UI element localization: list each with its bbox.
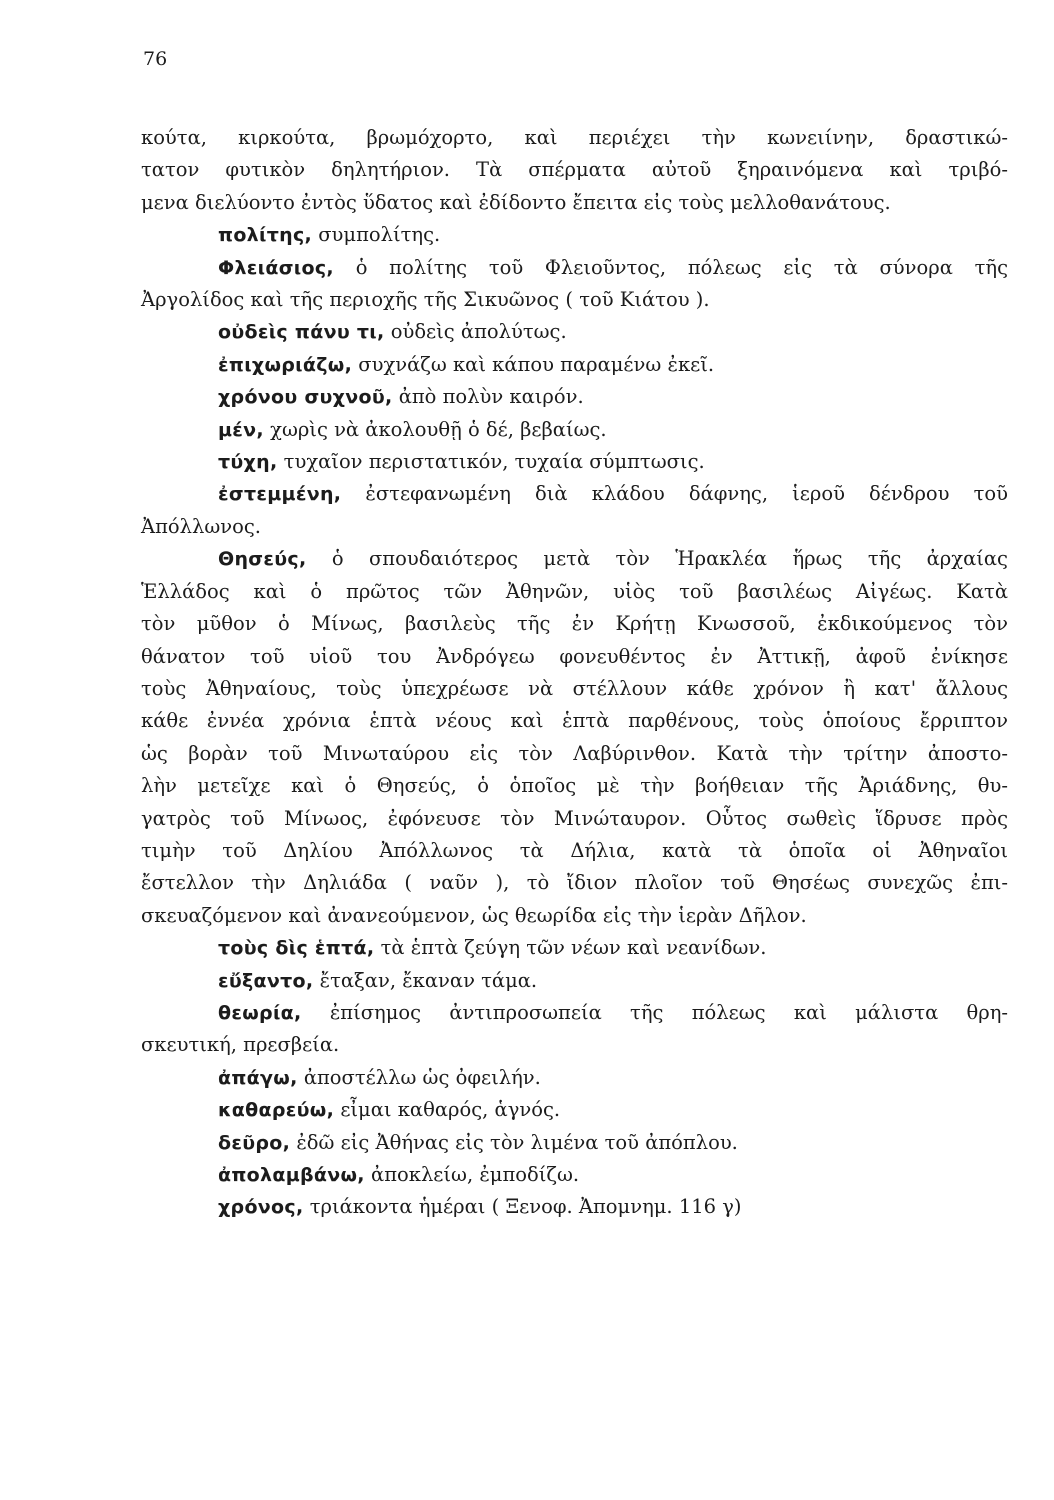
entry-definition: ἀποκλείω, ἐμποδίζω. bbox=[371, 1163, 580, 1186]
glossary-entry bbox=[218, 1062, 1008, 1094]
entry-term: ἀπολαμβάνω, bbox=[218, 1164, 365, 1186]
entry-definition: ὁ πολίτης τοῦ Φλειοῦντος, πόλεως εἰς τὰ σύνορα τῆς bbox=[355, 255, 1008, 279]
entry-continuation-line: κάθε ἐννέα χρόνια ἑπτὰ νέους καὶ ἑπτὰ παρθένους, τοὺς ὁποίους ἔρριπτον bbox=[141, 709, 1008, 733]
glossary-entry bbox=[218, 1159, 1008, 1191]
glossary-entry bbox=[218, 1127, 1008, 1159]
entry-term: πολίτης, bbox=[218, 224, 313, 247]
glossary-content bbox=[141, 122, 1008, 1224]
glossary-entry bbox=[141, 543, 1008, 932]
entry-continuation-line: σκευτική, πρεσβεία. bbox=[141, 1033, 340, 1057]
entry-continuation-line: σκευαζόμενον καὶ ἀνανεούμενον, ὡς θεωρίδα εἰς τὴν ἱερὰν Δῆλον. bbox=[141, 903, 807, 927]
glossary-entry bbox=[218, 446, 1008, 478]
entry-definition: τὰ ἑπτὰ ζεύγη τῶν νέων καὶ νεανίδων. bbox=[380, 936, 767, 960]
entry-term: μέν, bbox=[218, 418, 264, 441]
glossary-entry bbox=[141, 252, 1008, 317]
entry-continuation-line: θάνατον τοῦ υἱοῦ του Ἀνδρόγεω φονευθέντος ἐν Ἀττικῇ, ἀφοῦ ἐνίκησε bbox=[141, 644, 1008, 668]
entry-continuation-line: Ἀπόλλωνος. bbox=[141, 514, 261, 538]
entry-first-line bbox=[218, 381, 1008, 413]
page-number: 76 bbox=[143, 48, 168, 70]
entry-definition: ἐστεφανωμένη διὰ κλάδου δάφνης, ἱεροῦ δένδρου τοῦ bbox=[365, 482, 1008, 506]
entry-first-line bbox=[218, 446, 1008, 478]
entry-first-line bbox=[218, 1159, 1008, 1191]
entry-term: χρόνος, bbox=[218, 1196, 304, 1219]
entry-first-line bbox=[218, 1191, 1008, 1223]
entry-term: ἀπάγω, bbox=[218, 1066, 298, 1089]
entry-definition: ἐπίσημος ἀντιπροσωπεία τῆς πόλεως καὶ μάλιστα θρη- bbox=[329, 1000, 1008, 1024]
text-line: μενα διελύοντο ἐντὸς ὕδατος καὶ ἐδίδοντο ἔπειτα εἰς τοὺς μελλοθανάτους. bbox=[141, 190, 891, 214]
entry-first-line bbox=[218, 1094, 1008, 1126]
entry-first-line bbox=[218, 349, 1008, 381]
entry-first-line bbox=[218, 1062, 1008, 1094]
entry-continuation-line: τοὺς Ἀθηναίους, τοὺς ὑπεχρέωσε νὰ στέλλουν κάθε χρόνον ἢ κατ' ἄλλους bbox=[141, 676, 1008, 700]
intro-paragraph bbox=[141, 122, 1008, 219]
glossary-entry bbox=[218, 932, 1008, 964]
entry-term: δεῦρο, bbox=[218, 1131, 291, 1154]
glossary-entry bbox=[218, 316, 1008, 348]
entry-definition: συχνάζω καὶ κάπου παραμένω ἐκεῖ. bbox=[358, 352, 715, 376]
entry-definition: χωρὶς νὰ ἀκολουθῇ ὁ δέ, βεβαίως. bbox=[270, 417, 607, 441]
entry-first-line bbox=[218, 414, 1008, 446]
entry-continuation-line: γατρὸς τοῦ Μίνωος, ἐφόνευσε τὸν Μινώταυρον. Οὗτος σωθεὶς ἵδρυσε πρὸς bbox=[141, 806, 1008, 830]
entry-definition: ἀποστέλλω ὡς ὀφειλήν. bbox=[303, 1065, 541, 1089]
glossary-entry bbox=[141, 997, 1008, 1062]
entry-term: καθαρεύω, bbox=[218, 1099, 335, 1122]
entry-term: χρόνου συχνοῦ, bbox=[218, 386, 393, 409]
entry-first-line bbox=[218, 932, 1008, 964]
entry-term: Θησεύς, bbox=[218, 548, 307, 571]
glossary-entry bbox=[218, 219, 1008, 251]
entry-first-line bbox=[218, 252, 1008, 284]
glossary-entry bbox=[218, 414, 1008, 446]
text-line: τατον φυτικὸν δηλητήριον. Τὰ σπέρματα αὐτοῦ ξηραινόμενα καὶ τριβό- bbox=[141, 158, 1008, 182]
entry-definition: τυχαῖον περιστατικόν, τυχαία σύμπτωσις. bbox=[283, 450, 705, 474]
entry-definition: συμπολίτης. bbox=[318, 223, 441, 247]
entry-definition: ἀπὸ πολὺν καιρόν. bbox=[398, 385, 584, 409]
entry-term: ἐπιχωριάζω, bbox=[218, 353, 353, 376]
entry-term: εὔξαντο, bbox=[218, 969, 314, 992]
glossary-entry bbox=[218, 1094, 1008, 1126]
glossary-entries bbox=[141, 219, 1008, 1224]
glossary-entry bbox=[141, 478, 1008, 543]
entry-term: τοὺς δὶς ἑπτά, bbox=[218, 937, 375, 960]
entry-term: τύχη, bbox=[218, 451, 278, 474]
entry-first-line bbox=[218, 997, 1008, 1029]
entry-first-line bbox=[218, 543, 1008, 575]
glossary-entry bbox=[218, 1191, 1008, 1223]
glossary-entry bbox=[218, 381, 1008, 413]
entry-definition: οὐδεὶς ἀπολύτως. bbox=[390, 320, 567, 344]
text-line: κούτα, κιρκούτα, βρωμόχορτο, καὶ περιέχει τὴν κωνειίνην, δραστικώ- bbox=[141, 126, 1008, 149]
entry-continuation-line: ἔστελλον τὴν Δηλιάδα ( ναῦν ), τὸ ἴδιον πλοῖον τοῦ Θησέως συνεχῶς ἐπι- bbox=[141, 871, 1008, 895]
entry-definition: ὁ σπουδαιότερος μετὰ τὸν Ἡρακλέα ἥρως τῆς ἀρχαίας bbox=[331, 547, 1008, 571]
entry-definition: τριάκοντα ἡμέραι ( Ξενοφ. Ἀπομνημ. 116 γ) bbox=[309, 1195, 742, 1219]
entry-continuation-line: λὴν μετεῖχε καὶ ὁ Θησεύς, ὁ ὁποῖος μὲ τὴν βοήθειαν τῆς Ἀριάδνης, θυ- bbox=[141, 774, 1008, 798]
entry-definition: εἶμαι καθαρός, ἁγνός. bbox=[340, 1098, 561, 1122]
glossary-entry bbox=[218, 349, 1008, 381]
entry-term: Φλειάσιος, bbox=[218, 256, 334, 279]
entry-first-line bbox=[218, 1127, 1008, 1159]
entry-definition: ἔταξαν, ἔκαναν τάμα. bbox=[319, 968, 538, 992]
entry-term: οὐδεὶς πάνυ τι, bbox=[218, 321, 385, 344]
entry-first-line bbox=[218, 219, 1008, 251]
entry-first-line bbox=[218, 478, 1008, 510]
entry-term: θεωρία, bbox=[218, 1001, 302, 1024]
entry-term: ἐστεμμένη, bbox=[218, 483, 342, 506]
entry-continuation-line: Ἑλλάδος καὶ ὁ πρῶτος τῶν Ἀθηνῶν, υἱὸς τοῦ βασιλέως Αἰγέως. Κατὰ bbox=[141, 579, 1008, 603]
glossary-entry bbox=[218, 965, 1008, 997]
entry-first-line bbox=[218, 316, 1008, 348]
entry-continuation-line: τὸν μῦθον ὁ Μίνως, βασιλεὺς τῆς ἐν Κρήτῃ Κνωσσοῦ, ἐκδικούμενος τὸν bbox=[141, 612, 1008, 636]
entry-continuation-line: ὡς βορὰν τοῦ Μινωταύρου εἰς τὸν Λαβύρινθον. Κατὰ τὴν τρίτην ἀποστο- bbox=[141, 741, 1008, 765]
entry-continuation-line: Ἀργολίδος καὶ τῆς περιοχῆς τῆς Σικυῶνος ( τοῦ Κιάτου ). bbox=[141, 288, 710, 312]
entry-continuation-line: τιμὴν τοῦ Δηλίου Ἀπόλλωνος τὰ Δήλια, κατὰ τὰ ὁποῖα οἱ Ἀθηναῖοι bbox=[141, 838, 1008, 862]
entry-definition: ἐδῶ εἰς Ἀθήνας εἰς τὸν λιμένα τοῦ ἀπόπλου. bbox=[296, 1130, 738, 1154]
entry-first-line bbox=[218, 965, 1008, 997]
